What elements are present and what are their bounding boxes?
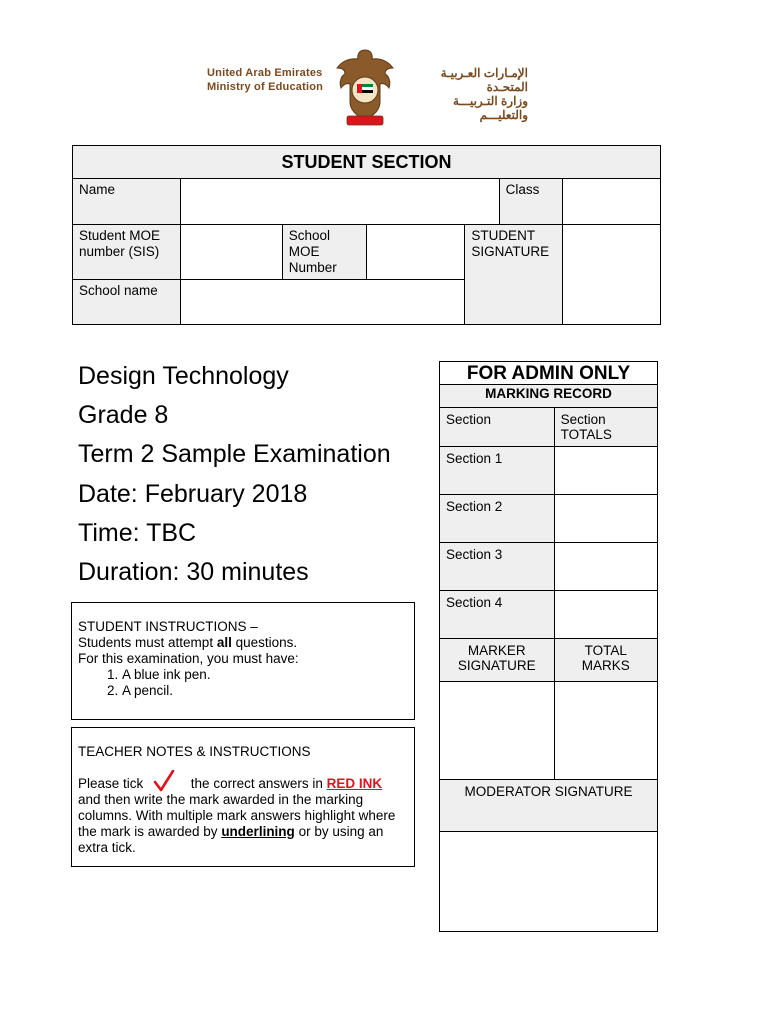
teacher-notes-body: and then write the mark awarded in the marking columns. With multiple mark answers highlight where the mark is awarded by underlining or by using an extra tick.: [78, 792, 396, 855]
section-4-label: Section 4: [440, 591, 555, 639]
name-field[interactable]: [180, 179, 499, 225]
section-3-total-field[interactable]: [554, 543, 657, 591]
required-items-list: [78, 667, 408, 699]
exam-date: Date: February 2018: [78, 480, 308, 508]
org-en-line2: Ministry of Education: [207, 81, 324, 93]
teacher-notes-tick-line: Please tick the correct answers in RED INK: [78, 770, 408, 792]
section-3-label: Section 3: [440, 543, 555, 591]
student-instructions-line2: For this examination, you must have:: [78, 651, 299, 666]
uae-emblem-icon: [333, 46, 397, 128]
section-1-total-field[interactable]: [554, 447, 657, 495]
totals-column-header: Section TOTALS: [554, 408, 657, 447]
student-signature-field[interactable]: [563, 225, 661, 325]
exam-term: Term 2 Sample Examination: [78, 440, 391, 468]
student-section-title: STUDENT SECTION: [73, 146, 661, 179]
org-en-line1: United Arab Emirates: [207, 67, 323, 79]
moderator-signature-label: MODERATOR SIGNATURE: [440, 780, 658, 832]
signature-label: STUDENT SIGNATURE: [465, 225, 563, 325]
admin-marking-record-table: [439, 361, 658, 932]
ministry-name-english: [207, 66, 323, 94]
school-moe-label: School MOE Number: [282, 225, 367, 280]
moe-number-field[interactable]: [180, 225, 282, 280]
total-marks-label: TOTAL MARKS: [554, 639, 657, 682]
red-ink-text: RED INK: [326, 776, 383, 791]
student-instructions-line1: Students must attempt all questions.: [78, 635, 298, 650]
class-field[interactable]: [563, 179, 661, 225]
list-item: 1. A blue ink pen.: [122, 667, 408, 683]
exam-duration: Duration: 30 minutes: [78, 558, 309, 586]
school-moe-field[interactable]: [367, 225, 465, 280]
marker-signature-field[interactable]: [440, 682, 555, 780]
exam-subject: Design Technology: [78, 362, 289, 390]
section-column-header: Section: [440, 408, 555, 447]
class-label: Class: [499, 179, 563, 225]
student-instructions-box: [71, 602, 415, 720]
ministry-name-arabic: [410, 66, 528, 122]
teacher-notes-heading: TEACHER NOTES & INSTRUCTIONS: [78, 744, 311, 759]
exam-time: Time: TBC: [78, 519, 197, 547]
exam-grade: Grade 8: [78, 401, 169, 429]
teacher-notes-box: [71, 727, 415, 867]
section-2-label: Section 2: [440, 495, 555, 543]
list-item: 2. A pencil.: [122, 683, 408, 699]
total-marks-field[interactable]: [554, 682, 657, 780]
name-label: Name: [73, 179, 181, 225]
underlining-text: underlining: [221, 824, 295, 839]
marking-record-title: MARKING RECORD: [440, 385, 658, 408]
section-1-label: Section 1: [440, 447, 555, 495]
marker-signature-label: MARKER SIGNATURE: [440, 639, 555, 682]
section-4-total-field[interactable]: [554, 591, 657, 639]
red-tick-icon: [147, 770, 187, 792]
moderator-signature-field[interactable]: [440, 832, 658, 932]
school-name-label: School name: [73, 280, 181, 325]
student-instructions-heading: STUDENT INSTRUCTIONS –: [78, 619, 258, 634]
moe-number-label: Student MOE number (SIS): [73, 225, 181, 280]
org-ar-line1: الإمـارات العـربيـة المتحـدة: [440, 66, 528, 94]
school-name-field[interactable]: [180, 280, 464, 325]
org-ar-line2: وزارة التـربيـــة والتعليـــم: [452, 94, 528, 122]
admin-title: FOR ADMIN ONLY: [440, 362, 658, 385]
student-section-table: [72, 145, 661, 325]
section-2-total-field[interactable]: [554, 495, 657, 543]
